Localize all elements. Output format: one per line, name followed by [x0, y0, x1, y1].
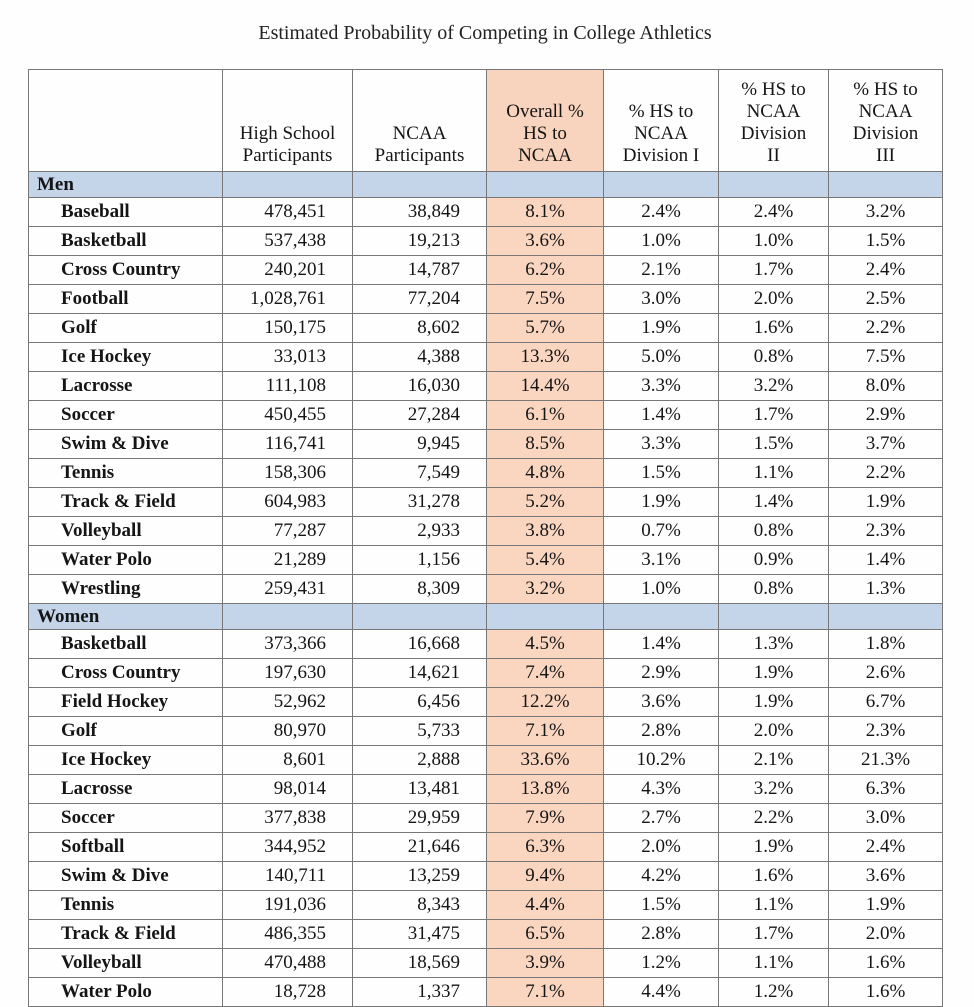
table-row [29, 198, 943, 227]
div2-pct: 1.6% [719, 314, 829, 343]
div2-pct: 1.1% [719, 459, 829, 488]
div2-pct: 2.4% [719, 198, 829, 227]
ncaa-participants: 31,475 [353, 920, 487, 949]
div3-pct: 2.2% [829, 314, 943, 343]
div3-pct: 1.4% [829, 546, 943, 575]
hs-participants: 111,108 [223, 372, 353, 401]
overall-pct: 9.4% [487, 862, 604, 891]
div3-pct: 2.6% [829, 659, 943, 688]
sport-name: Soccer [29, 401, 223, 430]
overall-pct: 6.5% [487, 920, 604, 949]
div1-pct: 2.8% [604, 920, 719, 949]
ncaa-participants: 1,156 [353, 546, 487, 575]
overall-pct: 5.7% [487, 314, 604, 343]
div1-pct: 2.9% [604, 659, 719, 688]
div3-pct: 2.3% [829, 517, 943, 546]
div1-pct: 5.0% [604, 343, 719, 372]
table-row [29, 659, 943, 688]
table-row [29, 401, 943, 430]
div3-pct: 2.3% [829, 717, 943, 746]
table-row [29, 920, 943, 949]
overall-pct: 4.8% [487, 459, 604, 488]
div2-pct: 1.5% [719, 430, 829, 459]
sport-name: Ice Hockey [29, 343, 223, 372]
hs-participants: 240,201 [223, 256, 353, 285]
sport-name: Track & Field [29, 488, 223, 517]
div3-pct: 2.5% [829, 285, 943, 314]
table-row [29, 227, 943, 256]
sport-name: Field Hockey [29, 688, 223, 717]
div3-pct: 8.0% [829, 372, 943, 401]
div1-pct: 4.3% [604, 775, 719, 804]
sport-name: Tennis [29, 459, 223, 488]
table-row [29, 517, 943, 546]
overall-pct: 5.2% [487, 488, 604, 517]
ncaa-participants: 31,278 [353, 488, 487, 517]
ncaa-participants: 6,456 [353, 688, 487, 717]
sport-name: Water Polo [29, 978, 223, 1007]
table-row [29, 459, 943, 488]
ncaa-participants: 9,945 [353, 430, 487, 459]
ncaa-participants: 7,549 [353, 459, 487, 488]
div1-pct: 3.3% [604, 372, 719, 401]
ncaa-participants: 1,337 [353, 978, 487, 1007]
sport-name: Soccer [29, 804, 223, 833]
table-row [29, 256, 943, 285]
div3-pct: 3.7% [829, 430, 943, 459]
table-row [29, 314, 943, 343]
table-row [29, 546, 943, 575]
div3-pct: 2.9% [829, 401, 943, 430]
sport-name: Ice Hockey [29, 746, 223, 775]
overall-pct: 13.3% [487, 343, 604, 372]
overall-pct: 3.9% [487, 949, 604, 978]
div1-pct: 10.2% [604, 746, 719, 775]
overall-pct: 7.4% [487, 659, 604, 688]
div2-pct: 1.7% [719, 256, 829, 285]
div2-pct: 1.7% [719, 401, 829, 430]
section-cell [353, 604, 487, 630]
div1-pct: 1.4% [604, 630, 719, 659]
overall-pct: 8.1% [487, 198, 604, 227]
sport-name: Swim & Dive [29, 430, 223, 459]
section-cell [353, 172, 487, 198]
header-row [29, 70, 943, 172]
probability-table [28, 69, 943, 1007]
ncaa-participants: 4,388 [353, 343, 487, 372]
table-row [29, 804, 943, 833]
sport-name: Water Polo [29, 546, 223, 575]
div1-pct: 2.8% [604, 717, 719, 746]
table-row [29, 891, 943, 920]
div3-pct: 6.7% [829, 688, 943, 717]
hs-participants: 259,431 [223, 575, 353, 604]
ncaa-participants: 13,259 [353, 862, 487, 891]
header-ncaa-participants: NCAA Participants [353, 70, 487, 172]
ncaa-participants: 21,646 [353, 833, 487, 862]
ncaa-participants: 19,213 [353, 227, 487, 256]
overall-pct: 4.5% [487, 630, 604, 659]
hs-participants: 344,952 [223, 833, 353, 862]
overall-pct: 3.8% [487, 517, 604, 546]
div2-pct: 1.4% [719, 488, 829, 517]
overall-pct: 7.5% [487, 285, 604, 314]
overall-pct: 5.4% [487, 546, 604, 575]
hs-participants: 377,838 [223, 804, 353, 833]
hs-participants: 191,036 [223, 891, 353, 920]
div2-pct: 1.9% [719, 659, 829, 688]
hs-participants: 140,711 [223, 862, 353, 891]
div3-pct: 6.3% [829, 775, 943, 804]
div2-pct: 1.9% [719, 688, 829, 717]
ncaa-participants: 18,569 [353, 949, 487, 978]
hs-participants: 33,013 [223, 343, 353, 372]
div3-pct: 1.6% [829, 949, 943, 978]
div3-pct: 2.4% [829, 256, 943, 285]
sport-name: Cross Country [29, 659, 223, 688]
sport-name: Swim & Dive [29, 862, 223, 891]
ncaa-participants: 27,284 [353, 401, 487, 430]
table-row [29, 978, 943, 1007]
sport-name: Volleyball [29, 949, 223, 978]
div2-pct: 3.2% [719, 372, 829, 401]
hs-participants: 80,970 [223, 717, 353, 746]
hs-participants: 373,366 [223, 630, 353, 659]
ncaa-participants: 77,204 [353, 285, 487, 314]
ncaa-participants: 8,343 [353, 891, 487, 920]
div1-pct: 1.9% [604, 488, 719, 517]
div2-pct: 3.2% [719, 775, 829, 804]
overall-pct: 3.6% [487, 227, 604, 256]
div2-pct: 1.6% [719, 862, 829, 891]
sport-name: Basketball [29, 630, 223, 659]
section-header [29, 172, 943, 198]
div1-pct: 2.7% [604, 804, 719, 833]
section-cell [487, 172, 604, 198]
ncaa-participants: 16,668 [353, 630, 487, 659]
table-row [29, 833, 943, 862]
div2-pct: 2.2% [719, 804, 829, 833]
ncaa-participants: 2,933 [353, 517, 487, 546]
overall-pct: 7.1% [487, 978, 604, 1007]
sport-name: Wrestling [29, 575, 223, 604]
div3-pct: 3.2% [829, 198, 943, 227]
div2-pct: 1.0% [719, 227, 829, 256]
div2-pct: 2.1% [719, 746, 829, 775]
table-row [29, 488, 943, 517]
div2-pct: 2.0% [719, 285, 829, 314]
div2-pct: 1.9% [719, 833, 829, 862]
hs-participants: 604,983 [223, 488, 353, 517]
hs-participants: 478,451 [223, 198, 353, 227]
section-cell [223, 172, 353, 198]
overall-pct: 3.2% [487, 575, 604, 604]
section-cell [604, 172, 719, 198]
sport-name: Volleyball [29, 517, 223, 546]
hs-participants: 21,289 [223, 546, 353, 575]
div3-pct: 3.0% [829, 804, 943, 833]
overall-pct: 6.2% [487, 256, 604, 285]
ncaa-participants: 29,959 [353, 804, 487, 833]
div1-pct: 3.0% [604, 285, 719, 314]
div2-pct: 0.8% [719, 343, 829, 372]
div1-pct: 3.1% [604, 546, 719, 575]
ncaa-participants: 8,602 [353, 314, 487, 343]
ncaa-participants: 13,481 [353, 775, 487, 804]
div1-pct: 1.9% [604, 314, 719, 343]
div1-pct: 0.7% [604, 517, 719, 546]
section-cell [719, 604, 829, 630]
sport-name: Tennis [29, 891, 223, 920]
sport-name: Track & Field [29, 920, 223, 949]
hs-participants: 158,306 [223, 459, 353, 488]
div2-pct: 0.8% [719, 575, 829, 604]
hs-participants: 8,601 [223, 746, 353, 775]
table-row [29, 862, 943, 891]
div2-pct: 1.2% [719, 978, 829, 1007]
table-row [29, 775, 943, 804]
table-row [29, 717, 943, 746]
overall-pct: 6.1% [487, 401, 604, 430]
div1-pct: 2.0% [604, 833, 719, 862]
table-row [29, 949, 943, 978]
div2-pct: 0.8% [719, 517, 829, 546]
sport-name: Lacrosse [29, 775, 223, 804]
ncaa-participants: 14,621 [353, 659, 487, 688]
overall-pct: 7.1% [487, 717, 604, 746]
sport-name: Golf [29, 314, 223, 343]
div2-pct: 0.9% [719, 546, 829, 575]
table-row [29, 746, 943, 775]
div3-pct: 2.0% [829, 920, 943, 949]
section-cell [829, 172, 943, 198]
hs-participants: 470,488 [223, 949, 353, 978]
overall-pct: 8.5% [487, 430, 604, 459]
table-row [29, 372, 943, 401]
header-div3-pct: % HS to NCAA Division III [829, 70, 943, 172]
div1-pct: 3.6% [604, 688, 719, 717]
table-row [29, 343, 943, 372]
sport-name: Lacrosse [29, 372, 223, 401]
header-div1-pct: % HS to NCAA Division I [604, 70, 719, 172]
div1-pct: 1.5% [604, 891, 719, 920]
table-row [29, 285, 943, 314]
header-sport [29, 70, 223, 172]
div1-pct: 1.0% [604, 575, 719, 604]
div3-pct: 1.3% [829, 575, 943, 604]
div1-pct: 1.4% [604, 401, 719, 430]
div3-pct: 1.8% [829, 630, 943, 659]
section-header [29, 604, 943, 630]
section-cell [719, 172, 829, 198]
ncaa-participants: 38,849 [353, 198, 487, 227]
sport-name: Football [29, 285, 223, 314]
hs-participants: 537,438 [223, 227, 353, 256]
overall-pct: 6.3% [487, 833, 604, 862]
div2-pct: 1.3% [719, 630, 829, 659]
overall-pct: 13.8% [487, 775, 604, 804]
div1-pct: 3.3% [604, 430, 719, 459]
div3-pct: 3.6% [829, 862, 943, 891]
hs-participants: 450,455 [223, 401, 353, 430]
hs-participants: 486,355 [223, 920, 353, 949]
hs-participants: 116,741 [223, 430, 353, 459]
section-cell [604, 604, 719, 630]
hs-participants: 52,962 [223, 688, 353, 717]
table-row [29, 688, 943, 717]
section-label: Women [29, 604, 223, 630]
hs-participants: 150,175 [223, 314, 353, 343]
overall-pct: 4.4% [487, 891, 604, 920]
overall-pct: 14.4% [487, 372, 604, 401]
ncaa-participants: 2,888 [353, 746, 487, 775]
table-row [29, 575, 943, 604]
div2-pct: 1.7% [719, 920, 829, 949]
ncaa-participants: 16,030 [353, 372, 487, 401]
page-title: Estimated Probability of Competing in College Athletics [258, 22, 712, 44]
sport-name: Softball [29, 833, 223, 862]
div3-pct: 2.4% [829, 833, 943, 862]
header-overall-pct: Overall % HS to NCAA [487, 70, 604, 172]
section-cell [829, 604, 943, 630]
div1-pct: 4.2% [604, 862, 719, 891]
div3-pct: 1.9% [829, 891, 943, 920]
ncaa-participants: 5,733 [353, 717, 487, 746]
table-row [29, 430, 943, 459]
sport-name: Basketball [29, 227, 223, 256]
div2-pct: 1.1% [719, 949, 829, 978]
div3-pct: 1.5% [829, 227, 943, 256]
div3-pct: 21.3% [829, 746, 943, 775]
sport-name: Baseball [29, 198, 223, 227]
div3-pct: 2.2% [829, 459, 943, 488]
section-cell [487, 604, 604, 630]
div2-pct: 2.0% [719, 717, 829, 746]
div1-pct: 1.0% [604, 227, 719, 256]
sport-name: Golf [29, 717, 223, 746]
div3-pct: 1.9% [829, 488, 943, 517]
hs-participants: 1,028,761 [223, 285, 353, 314]
section-label: Men [29, 172, 223, 198]
header-hs-participants: High School Participants [223, 70, 353, 172]
header-div2-pct: % HS to NCAA Division II [719, 70, 829, 172]
div3-pct: 7.5% [829, 343, 943, 372]
hs-participants: 197,630 [223, 659, 353, 688]
div1-pct: 1.2% [604, 949, 719, 978]
overall-pct: 12.2% [487, 688, 604, 717]
div2-pct: 1.1% [719, 891, 829, 920]
overall-pct: 7.9% [487, 804, 604, 833]
div1-pct: 2.4% [604, 198, 719, 227]
table-row [29, 630, 943, 659]
section-cell [223, 604, 353, 630]
div1-pct: 2.1% [604, 256, 719, 285]
div1-pct: 4.4% [604, 978, 719, 1007]
div1-pct: 1.5% [604, 459, 719, 488]
div3-pct: 1.6% [829, 978, 943, 1007]
hs-participants: 77,287 [223, 517, 353, 546]
sport-name: Cross Country [29, 256, 223, 285]
hs-participants: 98,014 [223, 775, 353, 804]
hs-participants: 18,728 [223, 978, 353, 1007]
overall-pct: 33.6% [487, 746, 604, 775]
ncaa-participants: 14,787 [353, 256, 487, 285]
ncaa-participants: 8,309 [353, 575, 487, 604]
